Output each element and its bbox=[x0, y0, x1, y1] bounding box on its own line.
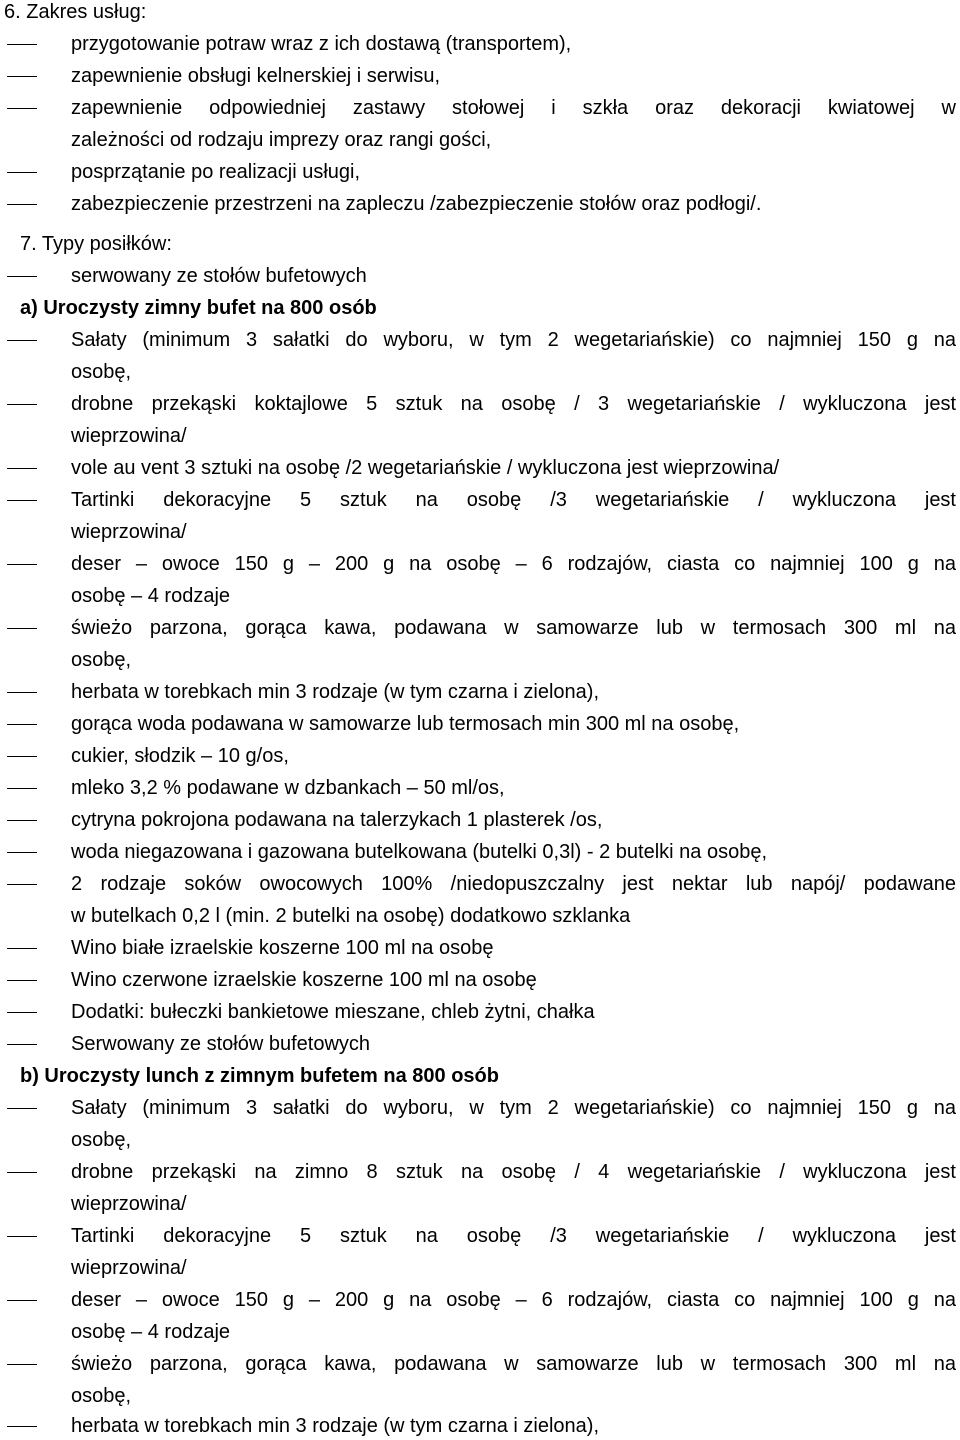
list-item: zabezpieczenie przestrzeni na zapleczu /zabezpieczenie stołów oraz podłogi/. bbox=[71, 193, 762, 215]
list-item: vole au vent 3 sztuki na osobę /2 wegetariańskie / wykluczona jest wieprzowina/ bbox=[71, 457, 780, 479]
dash-bullet-icon bbox=[7, 776, 37, 800]
dash-bullet-icon bbox=[7, 1160, 37, 1184]
list-item: serwowany ze stołów bufetowych bbox=[71, 265, 367, 287]
section-6-heading: 6. Zakres usług: bbox=[4, 1, 147, 23]
list-item: herbata w torebkach min 3 rodzaje (w tym czarna i zielona), bbox=[71, 681, 600, 703]
dash-bullet-icon bbox=[7, 1096, 37, 1120]
dash-bullet-icon bbox=[7, 552, 37, 576]
dash-bullet-icon bbox=[7, 712, 37, 736]
list-item: woda niegazowana i gazowana butelkowana (butelki 0,3l) - 2 butelki na osobę, bbox=[71, 841, 768, 863]
dash-bullet-icon bbox=[7, 936, 37, 960]
dash-bullet-icon bbox=[7, 64, 37, 88]
list-item: świeżo parzona, gorąca kawa, podawana w samowarze lub w termosach 300 ml na bbox=[71, 617, 956, 639]
dash-bullet-icon bbox=[7, 744, 37, 768]
list-item-continuation: osobę – 4 rodzaje bbox=[71, 585, 231, 607]
list-item-continuation: wieprzowina/ bbox=[71, 521, 187, 543]
dash-bullet-icon bbox=[7, 1000, 37, 1024]
list-item: Tartinki dekoracyjne 5 sztuk na osobę /3 wegetariańskie / wykluczona jest bbox=[71, 489, 956, 511]
list-item: Tartinki dekoracyjne 5 sztuk na osobę /3 wegetariańskie / wykluczona jest bbox=[71, 1225, 956, 1247]
list-item: zapewnienie odpowiedniej zastawy stołowej i szkła oraz dekoracji kwiatowej w bbox=[71, 97, 956, 119]
dash-bullet-icon bbox=[7, 160, 37, 184]
dash-bullet-icon bbox=[7, 96, 37, 120]
dash-bullet-icon bbox=[7, 808, 37, 832]
list-item: posprzątanie po realizacji usługi, bbox=[71, 161, 361, 183]
list-item: herbata w torebkach min 3 rodzaje (w tym czarna i zielona), bbox=[71, 1415, 600, 1437]
dash-bullet-icon bbox=[7, 680, 37, 704]
dash-bullet-icon bbox=[7, 1414, 37, 1438]
dash-bullet-icon bbox=[7, 488, 37, 512]
list-item: cytryna pokrojona podawana na talerzykach 1 plasterek /os, bbox=[71, 809, 603, 831]
section-a-heading: a) Uroczysty zimny bufet na 800 osób bbox=[20, 297, 377, 319]
dash-bullet-icon bbox=[7, 840, 37, 864]
section-b-heading: b) Uroczysty lunch z zimnym bufetem na 800 osób bbox=[20, 1065, 499, 1087]
dash-bullet-icon bbox=[7, 1224, 37, 1248]
dash-bullet-icon bbox=[7, 392, 37, 416]
dash-bullet-icon bbox=[7, 968, 37, 992]
dash-bullet-icon bbox=[7, 1288, 37, 1312]
list-item-continuation: zależności od rodzaju imprezy oraz rangi gości, bbox=[71, 129, 492, 151]
list-item-continuation: wieprzowina/ bbox=[71, 1257, 187, 1279]
dash-bullet-icon bbox=[7, 616, 37, 640]
list-item: świeżo parzona, gorąca kawa, podawana w samowarze lub w termosach 300 ml na bbox=[71, 1353, 956, 1375]
list-item-continuation: wieprzowina/ bbox=[71, 1193, 187, 1215]
list-item: deser – owoce 150 g – 200 g na osobę – 6 rodzajów, ciasta co najmniej 100 g na bbox=[71, 1289, 956, 1311]
section-7-heading: 7. Typy posiłków: bbox=[20, 233, 172, 255]
list-item: drobne przekąski na zimno 8 sztuk na osobę / 4 wegetariańskie / wykluczona jest bbox=[71, 1161, 956, 1183]
list-item: deser – owoce 150 g – 200 g na osobę – 6 rodzajów, ciasta co najmniej 100 g na bbox=[71, 553, 956, 575]
list-item-continuation: osobę, bbox=[71, 1129, 132, 1151]
list-item-continuation: osobę – 4 rodzaje bbox=[71, 1321, 231, 1343]
list-item: cukier, słodzik – 10 g/os, bbox=[71, 745, 289, 767]
list-item: Sałaty (minimum 3 sałatki do wyboru, w tym 2 wegetariańskie) co najmniej 150 g na bbox=[71, 329, 956, 351]
list-item: Dodatki: bułeczki bankietowe mieszane, chleb żytni, chałka bbox=[71, 1001, 595, 1023]
list-item: 2 rodzaje soków owocowych 100% /niedopuszczalny jest nektar lub napój/ podawane bbox=[71, 873, 956, 895]
list-item: zapewnienie obsługi kelnerskiej i serwisu, bbox=[71, 65, 441, 87]
list-item: mleko 3,2 % podawane w dzbankach – 50 ml/os, bbox=[71, 777, 505, 799]
dash-bullet-icon bbox=[7, 456, 37, 480]
list-item-continuation: wieprzowina/ bbox=[71, 425, 187, 447]
list-item-continuation: osobę, bbox=[71, 649, 132, 671]
list-item: Serwowany ze stołów bufetowych bbox=[71, 1033, 371, 1055]
dash-bullet-icon bbox=[7, 872, 37, 896]
dash-bullet-icon bbox=[7, 1352, 37, 1376]
dash-bullet-icon bbox=[7, 32, 37, 56]
list-item: Wino białe izraelskie koszerne 100 ml na osobę bbox=[71, 937, 494, 959]
list-item: Sałaty (minimum 3 sałatki do wyboru, w tym 2 wegetariańskie) co najmniej 150 g na bbox=[71, 1097, 956, 1119]
list-item-continuation: osobę, bbox=[71, 1385, 132, 1407]
list-item-continuation: w butelkach 0,2 l (min. 2 butelki na osobę) dodatkowo szklanka bbox=[71, 905, 631, 927]
list-item: gorąca woda podawana w samowarze lub termosach min 300 ml na osobę, bbox=[71, 713, 740, 735]
dash-bullet-icon bbox=[7, 192, 37, 216]
dash-bullet-icon bbox=[7, 1032, 37, 1056]
list-item: przygotowanie potraw wraz z ich dostawą (transportem), bbox=[71, 33, 572, 55]
list-item: drobne przekąski koktajlowe 5 sztuk na osobę / 3 wegetariańskie / wykluczona jest bbox=[71, 393, 956, 415]
dash-bullet-icon bbox=[7, 264, 37, 288]
dash-bullet-icon bbox=[7, 328, 37, 352]
list-item-continuation: osobę, bbox=[71, 361, 132, 383]
list-item: Wino czerwone izraelskie koszerne 100 ml na osobę bbox=[71, 969, 537, 991]
